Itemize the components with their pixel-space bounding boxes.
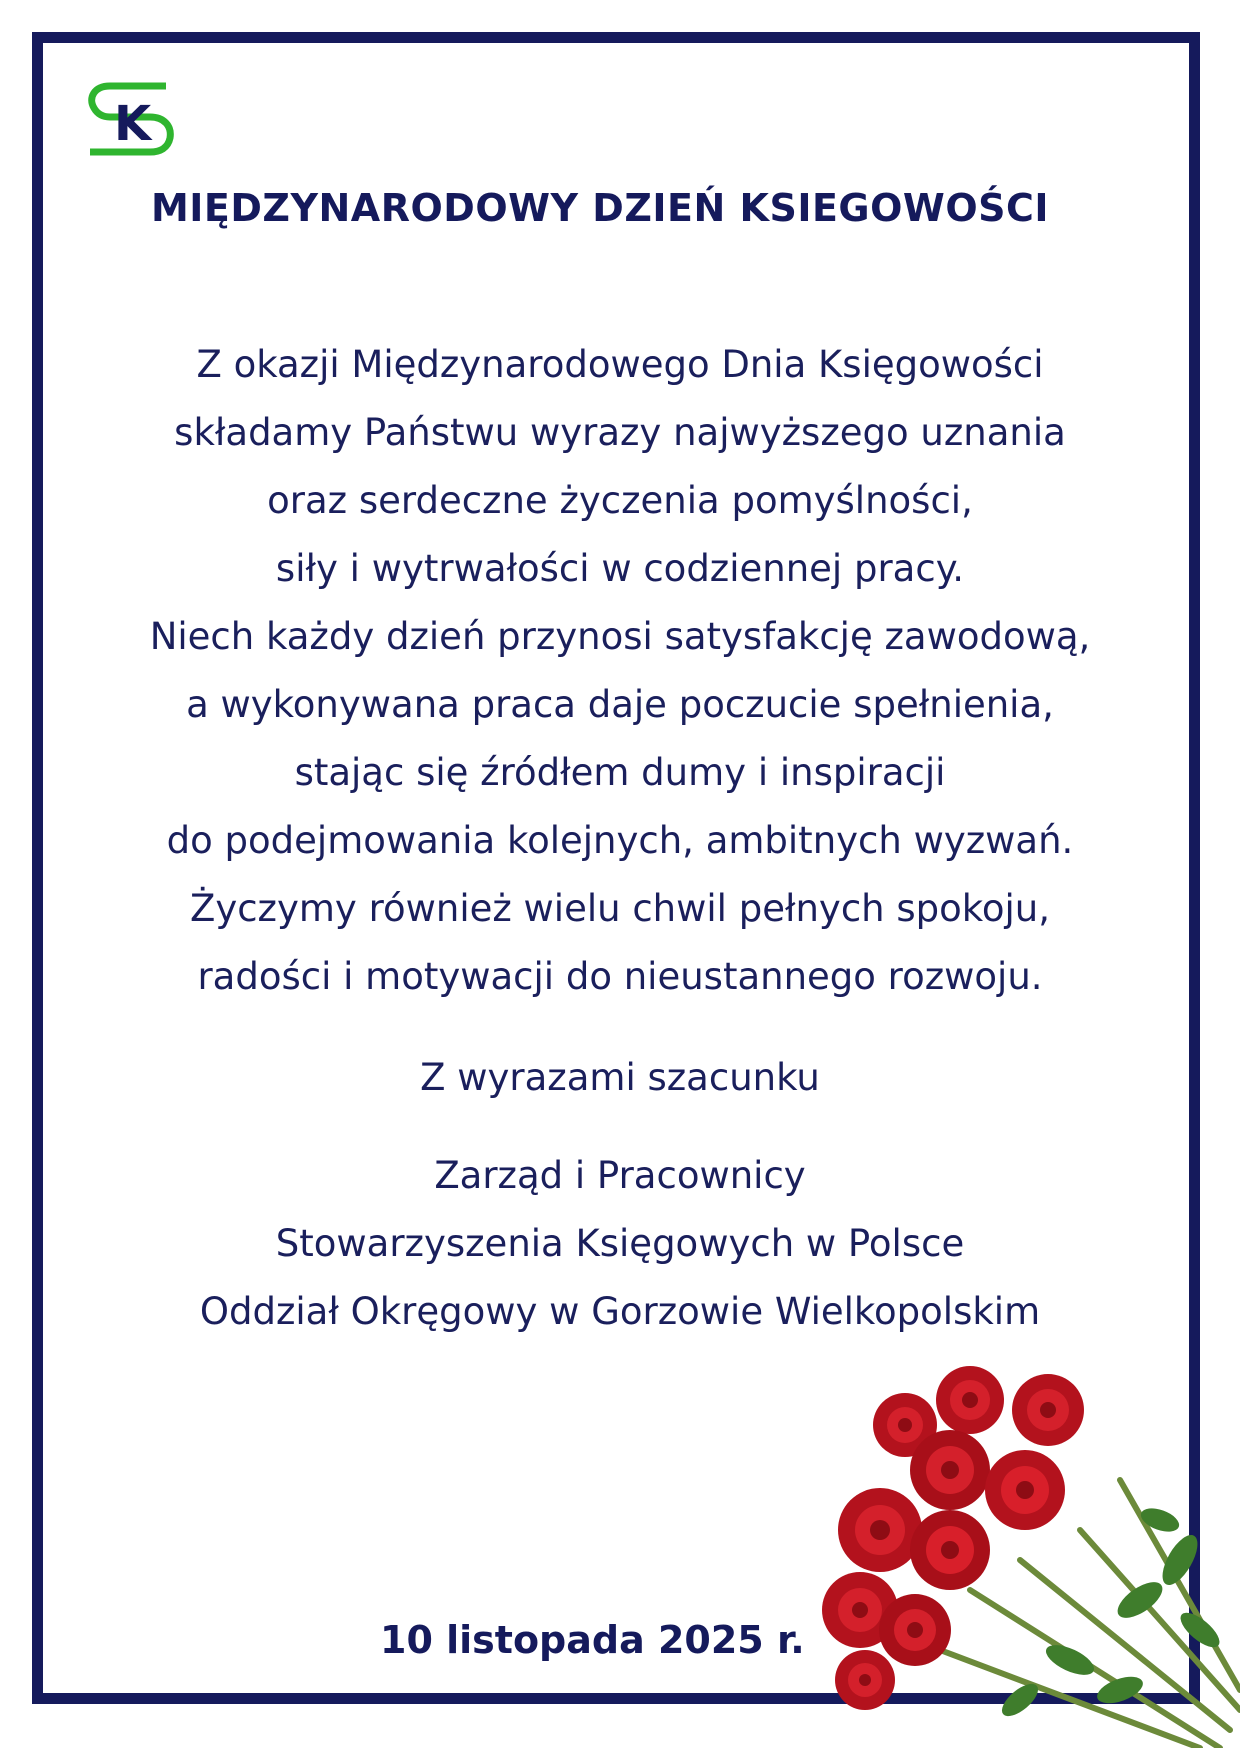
page-title: MIĘDZYNARODOWY DZIEŃ KSIEGOWOŚCI	[150, 186, 1050, 230]
greeting-body	[60, 331, 1180, 1011]
signature-line: Oddział Okręgowy w Gorzowie Wielkopolskim	[199, 1290, 1041, 1333]
rose	[936, 1366, 1004, 1434]
body-line: radości i motywacji do nieustannego rozwoju.	[197, 955, 1043, 998]
body-line: siły i wytrwałości w codziennej pracy.	[275, 547, 965, 590]
body-line: Z okazji Międzynarodowego Dnia Księgowości	[196, 343, 1044, 386]
date-line: 10 listopada 2025 r.	[380, 1618, 805, 1662]
body-line: oraz serdeczne życzenia pomyślności,	[267, 479, 973, 522]
body-line: Życzymy również wielu chwil pełnych spokoju,	[189, 887, 1051, 930]
body-line: Niech każdy dzień przynosi satysfakcję zawodową,	[149, 615, 1091, 658]
signature-block	[0, 1142, 1240, 1346]
logo-letter: K	[114, 96, 152, 152]
body-line: stając się źródłem dumy i inspiracji	[294, 751, 946, 794]
sk-logo-icon	[84, 78, 176, 158]
closing-phrase: Z wyrazami szacunku	[420, 1056, 820, 1099]
red-roses-bouquet-icon	[820, 1360, 1240, 1748]
signature-line: Stowarzyszenia Księgowych w Polsce	[275, 1222, 965, 1265]
body-line: składamy Państwu wyrazy najwyższego uznania	[174, 411, 1066, 454]
body-line: do podejmowania kolejnych, ambitnych wyzwań.	[166, 819, 1074, 862]
signature-line: Zarząd i Pracownicy	[434, 1154, 806, 1197]
body-line: a wykonywana praca daje poczucie spełnienia,	[186, 683, 1054, 726]
